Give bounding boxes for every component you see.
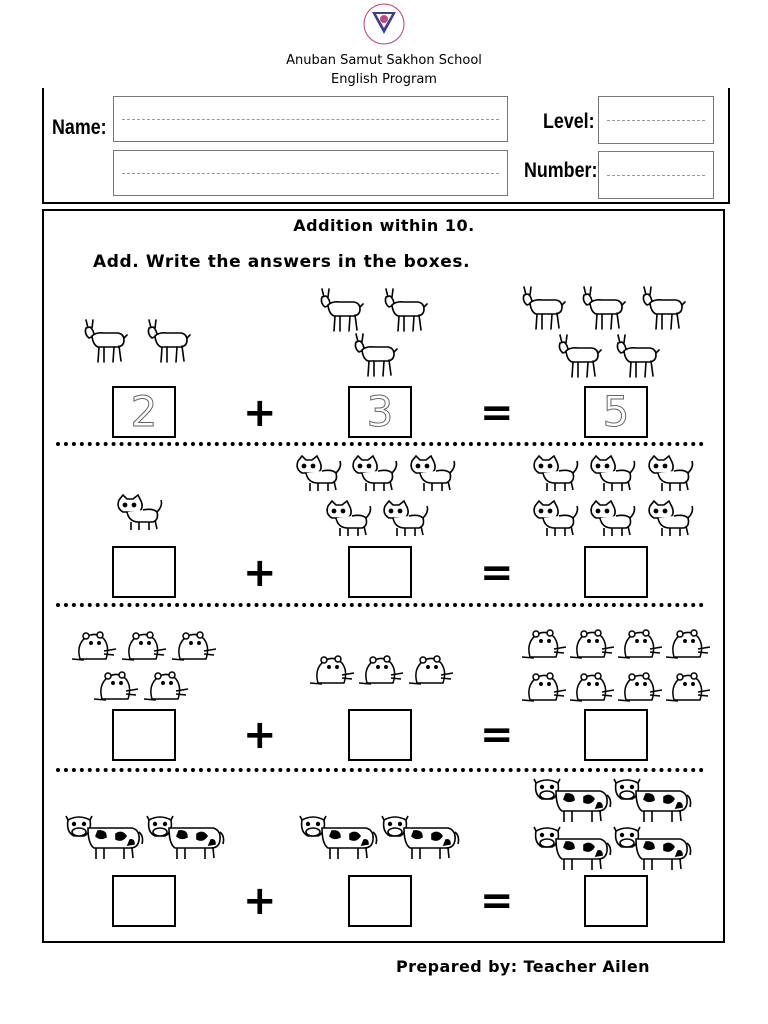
answer-box-row4-a[interactable]: [112, 875, 176, 927]
answer-box-row4-b[interactable]: [348, 875, 412, 927]
cat-icon: [348, 455, 400, 495]
level-label: Level:: [543, 110, 595, 133]
goat-icon: [556, 333, 602, 383]
cat-icon: [113, 494, 165, 534]
trace-digit: 2: [130, 387, 158, 436]
hamster-icon: [568, 668, 616, 706]
hamster-icon: [142, 667, 190, 705]
cat-icon: [292, 455, 344, 495]
goat-icon: [82, 318, 128, 368]
goat-icon: [640, 285, 686, 335]
answer-box-row3-sum[interactable]: [584, 709, 648, 761]
cat-icon: [529, 500, 581, 540]
name-field-line-2[interactable]: [113, 150, 508, 196]
equals-sign: =: [480, 878, 514, 924]
goat-icon: [382, 287, 428, 337]
cat-icon: [322, 500, 374, 540]
hamster-icon: [664, 668, 712, 706]
equals-sign: =: [480, 712, 514, 758]
hamster-icon: [92, 667, 140, 705]
goat-icon: [318, 287, 364, 337]
answer-box-row2-a[interactable]: [112, 546, 176, 598]
plus-sign: +: [243, 878, 277, 924]
school-name: Anuban Samut Sakhon School: [286, 53, 482, 68]
answer-box-row1-sum[interactable]: [584, 386, 648, 438]
answer-box-row3-b[interactable]: [348, 709, 412, 761]
number-label: Number:: [524, 159, 598, 182]
hamster-icon: [520, 668, 568, 706]
equals-sign: =: [480, 390, 514, 436]
hamster-icon: [664, 625, 712, 663]
goat-icon: [520, 285, 566, 335]
cat-icon: [644, 500, 696, 540]
plus-sign: +: [243, 550, 277, 596]
hamster-icon: [568, 625, 616, 663]
hamster-icon: [616, 668, 664, 706]
hamster-icon: [616, 625, 664, 663]
plus-sign: +: [243, 712, 277, 758]
worksheet-instruction: Add. Write the answers in the boxes.: [93, 252, 471, 272]
number-field[interactable]: [598, 151, 714, 199]
cow-icon: [612, 775, 692, 825]
plus-sign: +: [243, 390, 277, 436]
hamster-icon: [407, 651, 455, 689]
prepared-by: Prepared by: Teacher Ailen: [396, 957, 650, 976]
cow-icon: [380, 812, 460, 862]
hamster-icon: [520, 625, 568, 663]
name-label: Name:: [52, 116, 107, 139]
cat-icon: [379, 500, 431, 540]
answer-box-row2-sum[interactable]: [584, 546, 648, 598]
cow-icon: [532, 775, 612, 825]
goat-icon: [580, 285, 626, 335]
answer-box-row2-b[interactable]: [348, 546, 412, 598]
cow-icon: [145, 812, 225, 862]
hamster-icon: [308, 651, 356, 689]
cow-icon: [532, 823, 612, 873]
row-separator: [56, 603, 704, 607]
goat-icon: [145, 318, 191, 368]
equals-sign: =: [480, 550, 514, 596]
hamster-icon: [120, 627, 168, 665]
cat-icon: [406, 455, 458, 495]
answer-box-row1-b[interactable]: [348, 386, 412, 438]
cat-icon: [586, 500, 638, 540]
hamster-icon: [70, 627, 118, 665]
trace-digit: 3: [366, 387, 394, 436]
answer-box-row4-sum[interactable]: [584, 875, 648, 927]
cat-icon: [586, 455, 638, 495]
answer-box-row3-a[interactable]: [112, 709, 176, 761]
worksheet-title: Addition within 10.: [293, 216, 475, 235]
goat-icon: [614, 333, 660, 383]
school-logo: [362, 2, 406, 46]
answer-box-row1-a[interactable]: [112, 386, 176, 438]
cow-icon: [298, 812, 378, 862]
level-field[interactable]: [598, 96, 714, 144]
cow-icon: [64, 812, 144, 862]
cow-icon: [612, 823, 692, 873]
row-separator: [56, 768, 704, 772]
trace-digit: 5: [602, 387, 630, 436]
cat-icon: [644, 455, 696, 495]
hamster-icon: [170, 627, 218, 665]
program-name: English Program: [331, 72, 437, 87]
hamster-icon: [357, 651, 405, 689]
cat-icon: [529, 455, 581, 495]
goat-icon: [352, 332, 398, 382]
name-field-line-1[interactable]: [113, 96, 508, 142]
row-separator: [56, 442, 704, 446]
